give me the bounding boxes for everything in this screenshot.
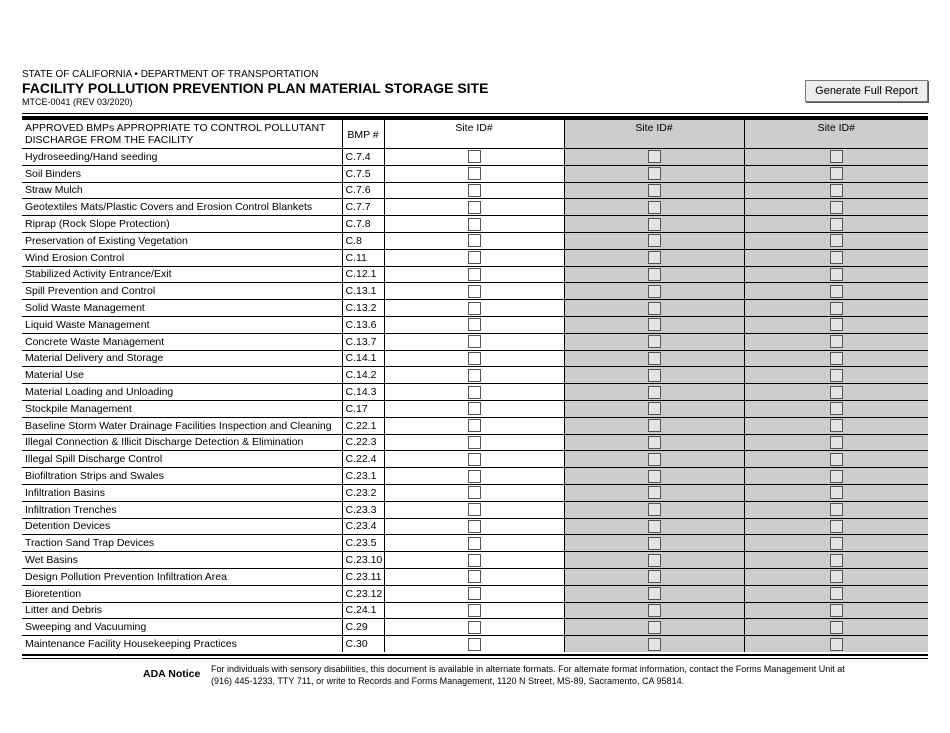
site-1-cell [384,568,564,585]
site-3-checkbox[interactable] [830,436,843,449]
site-3-checkbox[interactable] [830,453,843,466]
site-2-cell [564,535,744,552]
bmp-number-cell: C.12.1 [342,266,384,283]
site-1-checkbox[interactable] [468,436,481,449]
site-1-cell [384,484,564,501]
site-2-cell [564,249,744,266]
site-2-cell [564,316,744,333]
site-2-cell [564,501,744,518]
table-row [22,602,928,619]
site-2-checkbox[interactable] [648,604,661,617]
site-1-cell [384,501,564,518]
bmp-name-cell: Bioretention [22,585,342,602]
table-row [22,367,928,384]
site-1-cell [384,182,564,199]
site-1-checkbox[interactable] [468,570,481,583]
site-3-cell [744,182,928,199]
table-row [22,501,928,518]
site-3-checkbox[interactable] [830,520,843,533]
bmp-name-cell: Wet Basins [22,552,342,569]
site-1-checkbox[interactable] [468,201,481,214]
site-1-checkbox[interactable] [468,268,481,281]
site-3-checkbox[interactable] [830,554,843,567]
site-2-cell [564,552,744,569]
site-3-cell [744,165,928,182]
column-header-site-3: Site ID# [744,120,928,149]
bmp-name-cell: Solid Waste Management [22,300,342,317]
bottom-divider [22,658,928,659]
table-row [22,535,928,552]
site-1-cell [384,384,564,401]
site-2-cell [564,266,744,283]
site-1-checkbox[interactable] [468,486,481,499]
site-3-checkbox[interactable] [830,419,843,432]
site-3-cell [744,568,928,585]
bmp-number-cell: C.13.1 [342,283,384,300]
site-1-cell [384,518,564,535]
site-1-cell [384,367,564,384]
bmp-number-cell: C.7.6 [342,182,384,199]
site-3-checkbox[interactable] [830,386,843,399]
site-2-cell [564,149,744,166]
site-1-checkbox[interactable] [468,621,481,634]
bmp-name-cell: Spill Prevention and Control [22,283,342,300]
site-3-cell [744,249,928,266]
site-2-cell [564,518,744,535]
site-1-checkbox[interactable] [468,520,481,533]
site-3-cell [744,400,928,417]
site-3-checkbox[interactable] [830,251,843,264]
site-1-checkbox[interactable] [468,369,481,382]
table-row [22,451,928,468]
bottom-divider-thick [22,654,928,656]
table-row [22,232,928,249]
site-1-checkbox[interactable] [468,587,481,600]
site-1-cell [384,199,564,216]
bmp-name-cell: Material Delivery and Storage [22,350,342,367]
bmp-number-cell: C.22.4 [342,451,384,468]
site-1-cell [384,266,564,283]
site-1-cell [384,434,564,451]
table-row [22,400,928,417]
site-1-cell [384,165,564,182]
bmp-number-cell: C.23.1 [342,468,384,485]
site-3-checkbox[interactable] [830,234,843,247]
site-2-cell [564,384,744,401]
site-2-cell [564,283,744,300]
site-2-cell [564,434,744,451]
site-1-cell [384,249,564,266]
site-2-checkbox[interactable] [648,268,661,281]
site-2-checkbox[interactable] [648,570,661,583]
bmp-name-cell: Wind Erosion Control [22,249,342,266]
site-2-checkbox[interactable] [648,419,661,432]
site-1-checkbox[interactable] [468,285,481,298]
bmp-name-cell: Litter and Debris [22,602,342,619]
bmp-number-cell: C.13.2 [342,300,384,317]
table-row [22,199,928,216]
site-1-cell [384,585,564,602]
site-2-cell [564,468,744,485]
site-2-cell [564,451,744,468]
site-1-cell [384,552,564,569]
site-1-cell [384,333,564,350]
table-row [22,468,928,485]
site-1-cell [384,535,564,552]
site-3-cell [744,417,928,434]
site-3-cell [744,434,928,451]
table-row [22,585,928,602]
bmp-name-cell: Material Loading and Unloading [22,384,342,401]
table-row [22,417,928,434]
site-2-checkbox[interactable] [648,621,661,634]
site-1-checkbox[interactable] [468,386,481,399]
bmp-number-cell: C.17 [342,400,384,417]
bmp-number-cell: C.7.7 [342,199,384,216]
site-1-cell [384,602,564,619]
table-row [22,316,928,333]
site-1-checkbox[interactable] [468,318,481,331]
site-1-checkbox[interactable] [468,402,481,415]
bmp-name-cell: Concrete Waste Management [22,333,342,350]
bmp-number-cell: C.7.4 [342,149,384,166]
site-2-cell [564,602,744,619]
site-1-cell [384,350,564,367]
table-row [22,283,928,300]
generate-full-report-button[interactable]: Generate Full Report [805,80,928,102]
table-row [22,434,928,451]
bmp-number-cell: C.7.8 [342,216,384,233]
site-1-cell [384,451,564,468]
bmp-number-cell: C.22.1 [342,417,384,434]
site-1-checkbox[interactable] [468,453,481,466]
site-3-checkbox[interactable] [830,335,843,348]
site-1-cell [384,636,564,653]
site-2-cell [564,232,744,249]
bmp-name-cell: Hydroseeding/Hand seeding [22,149,342,166]
bmp-number-cell: C.14.2 [342,367,384,384]
site-3-cell [744,484,928,501]
table-row [22,484,928,501]
site-1-cell [384,468,564,485]
table-header-row [22,120,928,149]
site-2-checkbox[interactable] [648,453,661,466]
bmp-number-cell: C.13.7 [342,333,384,350]
site-3-checkbox[interactable] [830,167,843,180]
bmp-name-cell: Material Use [22,367,342,384]
site-2-checkbox[interactable] [648,218,661,231]
table-row [22,165,928,182]
site-1-checkbox[interactable] [468,503,481,516]
site-2-cell [564,619,744,636]
bmp-number-cell: C.23.3 [342,501,384,518]
site-2-checkbox[interactable] [648,302,661,315]
table-row [22,249,928,266]
bmp-name-cell: Sweeping and Vacuuming [22,619,342,636]
site-3-cell [744,199,928,216]
site-3-cell [744,149,928,166]
site-1-checkbox[interactable] [468,167,481,180]
site-1-cell [384,619,564,636]
site-1-checkbox[interactable] [468,537,481,550]
bmp-number-cell: C.13.6 [342,316,384,333]
site-1-cell [384,149,564,166]
site-1-checkbox[interactable] [468,302,481,315]
site-1-cell [384,400,564,417]
site-2-cell [564,400,744,417]
site-2-checkbox[interactable] [648,470,661,483]
site-2-checkbox[interactable] [648,150,661,163]
site-3-checkbox[interactable] [830,587,843,600]
site-2-checkbox[interactable] [648,554,661,567]
site-3-cell [744,451,928,468]
bmp-number-cell: C.8 [342,232,384,249]
site-3-cell [744,300,928,317]
bmp-name-cell: Soil Binders [22,165,342,182]
bmp-name-cell: Liquid Waste Management [22,316,342,333]
bmp-number-cell: C.30 [342,636,384,653]
site-3-cell [744,602,928,619]
table-row [22,552,928,569]
table-row [22,333,928,350]
ada-notice-text: For individuals with sensory disabilities, this document is available in alternate formats. For alternate format information, contact the Forms Management Unit at (916) 445-1233, TTY 711, or write to Records and Forms Management, 1120 N Street, MS-89, Sacramento, CA 95814. [211,664,845,686]
site-1-checkbox[interactable] [468,150,481,163]
site-2-checkbox[interactable] [648,285,661,298]
bmp-name-cell: Illegal Spill Discharge Control [22,451,342,468]
table-row [22,384,928,401]
site-3-checkbox[interactable] [830,218,843,231]
site-3-cell [744,501,928,518]
site-2-checkbox[interactable] [648,503,661,516]
bmp-name-cell: Geotextiles Mats/Plastic Covers and Erosion Control Blankets [22,199,342,216]
site-2-cell [564,484,744,501]
site-3-cell [744,518,928,535]
site-3-checkbox[interactable] [830,184,843,197]
site-1-checkbox[interactable] [468,470,481,483]
site-2-cell [564,182,744,199]
site-3-checkbox[interactable] [830,604,843,617]
site-3-cell [744,350,928,367]
bmp-number-cell: C.14.3 [342,384,384,401]
site-1-checkbox[interactable] [468,638,481,651]
site-3-checkbox[interactable] [830,285,843,298]
site-3-checkbox[interactable] [830,302,843,315]
site-2-checkbox[interactable] [648,234,661,247]
bmp-number-cell: C.11 [342,249,384,266]
site-3-cell [744,283,928,300]
bmp-number-cell: C.22.3 [342,434,384,451]
site-3-cell [744,266,928,283]
bmp-number-cell: C.23.4 [342,518,384,535]
table-row [22,300,928,317]
site-2-checkbox[interactable] [648,184,661,197]
site-1-cell [384,300,564,317]
bmp-number-cell: C.7.5 [342,165,384,182]
site-2-checkbox[interactable] [648,251,661,264]
site-2-cell [564,417,744,434]
form-number: MTCE-0041 (REV 03/2020) [22,97,133,107]
site-3-checkbox[interactable] [830,402,843,415]
site-3-checkbox[interactable] [830,503,843,516]
site-3-checkbox[interactable] [830,470,843,483]
site-3-cell [744,585,928,602]
bmp-name-cell: Biofiltration Strips and Swales [22,468,342,485]
site-2-checkbox[interactable] [648,386,661,399]
site-3-checkbox[interactable] [830,268,843,281]
bmp-number-cell: C.23.5 [342,535,384,552]
bmp-table [22,119,928,652]
site-2-cell [564,199,744,216]
site-2-cell [564,367,744,384]
column-header-bmp-number: BMP # [342,120,384,149]
site-1-checkbox[interactable] [468,184,481,197]
site-1-checkbox[interactable] [468,234,481,247]
bmp-name-cell: Design Pollution Prevention Infiltration Area [22,568,342,585]
site-2-cell [564,300,744,317]
site-2-checkbox[interactable] [648,335,661,348]
site-2-cell [564,216,744,233]
table-row [22,619,928,636]
column-header-site-1: Site ID# [384,120,564,149]
bmp-name-cell: Riprap (Rock Slope Protection) [22,216,342,233]
agency-line: STATE OF CALIFORNIA • DEPARTMENT OF TRANSPORTATION [22,69,319,80]
site-2-checkbox[interactable] [648,436,661,449]
bmp-name-cell: Traction Sand Trap Devices [22,535,342,552]
bmp-number-cell: C.23.11 [342,568,384,585]
site-1-cell [384,232,564,249]
site-2-cell [564,165,744,182]
site-3-checkbox[interactable] [830,570,843,583]
table-row [22,568,928,585]
site-3-cell [744,316,928,333]
bmp-number-cell: C.23.2 [342,484,384,501]
column-header-site-2: Site ID# [564,120,744,149]
site-2-cell [564,333,744,350]
site-3-cell [744,232,928,249]
table-row [22,636,928,653]
bmp-name-cell: Infiltration Trenches [22,501,342,518]
site-1-cell [384,316,564,333]
site-2-cell [564,585,744,602]
bmp-name-cell: Detention Devices [22,518,342,535]
site-3-checkbox[interactable] [830,369,843,382]
bmp-name-cell: Preservation of Existing Vegetation [22,232,342,249]
bmp-number-cell: C.24.1 [342,602,384,619]
site-2-checkbox[interactable] [648,587,661,600]
site-3-cell [744,367,928,384]
page-title: FACILITY POLLUTION PREVENTION PLAN MATERIAL STORAGE SITE [22,80,489,96]
site-1-checkbox[interactable] [468,251,481,264]
bmp-number-cell: C.23.12 [342,585,384,602]
table-row [22,518,928,535]
site-2-checkbox[interactable] [648,369,661,382]
site-2-checkbox[interactable] [648,638,661,651]
site-2-checkbox[interactable] [648,167,661,180]
site-3-checkbox[interactable] [830,318,843,331]
bmp-name-cell: Baseline Storm Water Drainage Facilities Inspection and Cleaning [22,417,342,434]
bmp-name-cell: Infiltration Basins [22,484,342,501]
site-3-checkbox[interactable] [830,150,843,163]
site-1-checkbox[interactable] [468,335,481,348]
site-3-checkbox[interactable] [830,201,843,214]
bmp-number-cell: C.23.10 [342,552,384,569]
site-1-cell [384,417,564,434]
site-1-cell [384,283,564,300]
site-2-checkbox[interactable] [648,318,661,331]
table-row [22,182,928,199]
site-3-cell [744,384,928,401]
bmp-name-cell: Stockpile Management [22,400,342,417]
site-1-checkbox[interactable] [468,218,481,231]
site-1-checkbox[interactable] [468,554,481,567]
site-2-checkbox[interactable] [648,537,661,550]
site-2-cell [564,350,744,367]
site-2-checkbox[interactable] [648,352,661,365]
bmp-name-cell: Maintenance Facility Housekeeping Practices [22,636,342,653]
table-row [22,216,928,233]
site-3-cell [744,535,928,552]
site-3-checkbox[interactable] [830,352,843,365]
site-3-checkbox[interactable] [830,621,843,634]
column-header-bmps: APPROVED BMPs APPROPRIATE TO CONTROL POLLUTANT DISCHARGE FROM THE FACILITY [22,120,342,149]
site-1-cell [384,216,564,233]
site-3-cell [744,619,928,636]
site-1-checkbox[interactable] [468,352,481,365]
bmp-name-cell: Illegal Connection & Illicit Discharge Detection & Elimination [22,434,342,451]
table-body [22,149,928,653]
site-3-checkbox[interactable] [830,486,843,499]
bmp-number-cell: C.14.1 [342,350,384,367]
site-1-checkbox[interactable] [468,604,481,617]
table-row [22,266,928,283]
table-row [22,149,928,166]
site-3-cell [744,216,928,233]
site-2-checkbox[interactable] [648,520,661,533]
site-3-cell [744,333,928,350]
site-3-cell [744,468,928,485]
site-3-checkbox[interactable] [830,537,843,550]
site-3-checkbox[interactable] [830,638,843,651]
site-1-checkbox[interactable] [468,419,481,432]
site-2-cell [564,636,744,653]
top-divider [22,113,928,114]
site-2-checkbox[interactable] [648,486,661,499]
bmp-name-cell: Stabilized Activity Entrance/Exit [22,266,342,283]
site-2-checkbox[interactable] [648,402,661,415]
bmp-name-cell: Straw Mulch [22,182,342,199]
site-2-cell [564,568,744,585]
ada-notice-label: ADA Notice [143,668,201,680]
table-row [22,350,928,367]
site-3-cell [744,636,928,653]
bmp-number-cell: C.29 [342,619,384,636]
site-2-checkbox[interactable] [648,201,661,214]
site-3-cell [744,552,928,569]
